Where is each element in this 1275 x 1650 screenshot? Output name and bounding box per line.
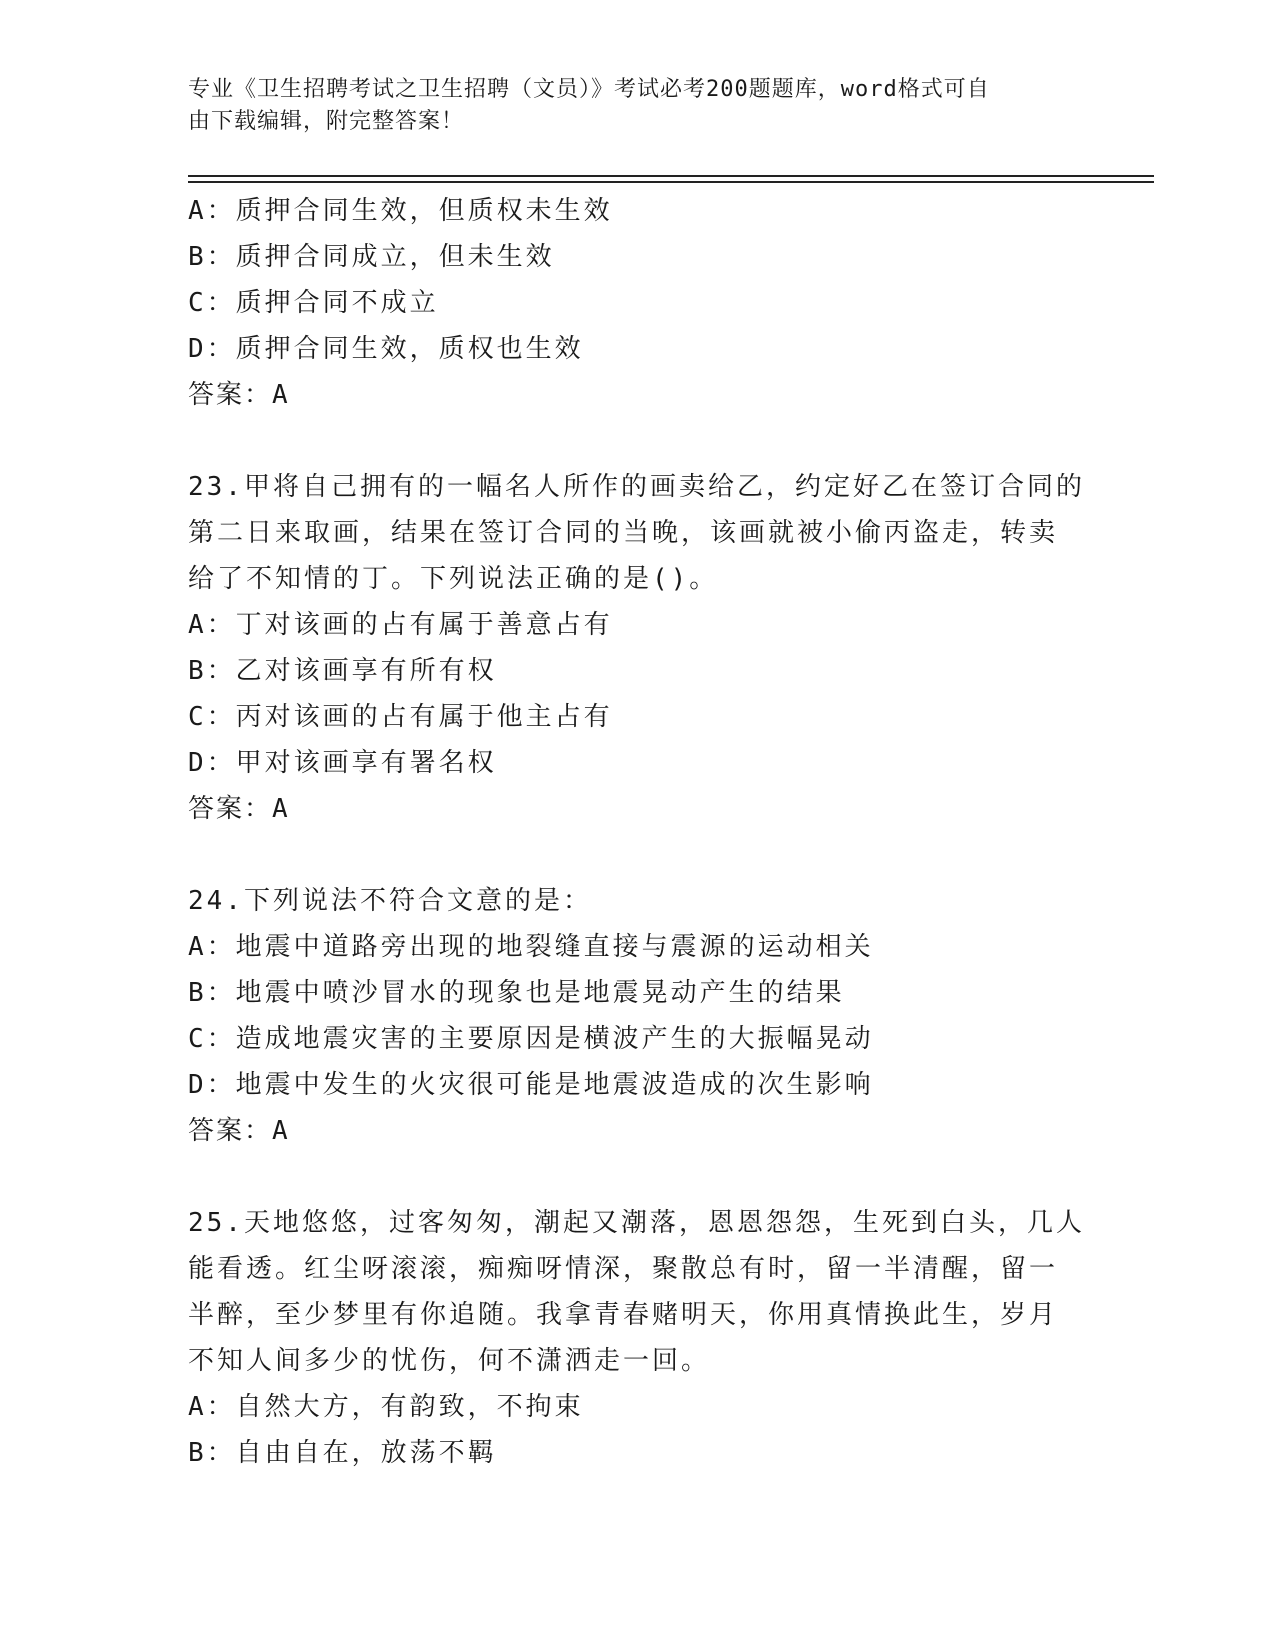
- question-stem-line: 给了不知情的丁。下列说法正确的是()。: [188, 564, 719, 594]
- spacer: [188, 832, 1088, 878]
- option-b: B：自由自在，放荡不羁: [188, 1438, 497, 1468]
- header-line: 专业《卫生招聘考试之卫生招聘（文员）》考试必考200题题库，word格式可自: [188, 77, 990, 102]
- answer: 答案：A: [188, 794, 290, 824]
- option-a: A：地震中道路旁出现的地裂缝直接与震源的运动相关: [188, 932, 874, 962]
- option-c: C：质押合同不成立: [188, 288, 439, 318]
- option-d: D：地震中发生的火灾很可能是地震波造成的次生影响: [188, 1070, 874, 1100]
- question-stem-line: 24.下列说法不符合文意的是：: [188, 886, 592, 916]
- document-header: [188, 74, 1068, 138]
- question-25: [188, 1200, 1088, 1476]
- question-stem-line: 23.甲将自己拥有的一幅名人所作的画卖给乙，约定好乙在签订合同的: [188, 472, 1085, 502]
- option-a: A：自然大方，有韵致，不拘束: [188, 1392, 584, 1422]
- spacer: [188, 1154, 1088, 1200]
- question-23: [188, 464, 1088, 832]
- option-d: D：质押合同生效，质权也生效: [188, 334, 584, 364]
- question-stem-line: 能看透。红尘呀滚滚，痴痴呀情深，聚散总有时，留一半清醒，留一: [188, 1254, 1059, 1284]
- option-b: B：质押合同成立，但未生效: [188, 242, 555, 272]
- header-divider: [188, 175, 1154, 177]
- question-list: [188, 188, 1088, 1476]
- question-stem-line: 不知人间多少的忧伤，何不潇洒走一回。: [188, 1346, 711, 1376]
- question-24: [188, 878, 1088, 1154]
- header-divider: [188, 181, 1154, 183]
- option-b: B：乙对该画享有所有权: [188, 656, 497, 686]
- question-stem-line: 半醉，至少梦里有你追随。我拿青春赌明天，你用真情换此生，岁月: [188, 1300, 1059, 1330]
- option-d: D：甲对该画享有署名权: [188, 748, 497, 778]
- option-a: A：质押合同生效，但质权未生效: [188, 196, 613, 226]
- spacer: [188, 418, 1088, 464]
- option-c: C：造成地震灾害的主要原因是横波产生的大振幅晃动: [188, 1024, 874, 1054]
- answer: 答案：A: [188, 380, 290, 410]
- question-stem-line: 第二日来取画，结果在签订合同的当晚，该画就被小偷丙盗走，转卖: [188, 518, 1059, 548]
- question-22: [188, 188, 1088, 418]
- answer: 答案：A: [188, 1116, 290, 1146]
- option-b: B：地震中喷沙冒水的现象也是地震晃动产生的结果: [188, 978, 845, 1008]
- option-c: C：丙对该画的占有属于他主占有: [188, 702, 613, 732]
- question-stem-line: 25.天地悠悠，过客匆匆，潮起又潮落，恩恩怨怨，生死到白头，几人: [188, 1208, 1085, 1238]
- option-a: A：丁对该画的占有属于善意占有: [188, 610, 613, 640]
- header-line: 由下载编辑，附完整答案！: [188, 109, 465, 134]
